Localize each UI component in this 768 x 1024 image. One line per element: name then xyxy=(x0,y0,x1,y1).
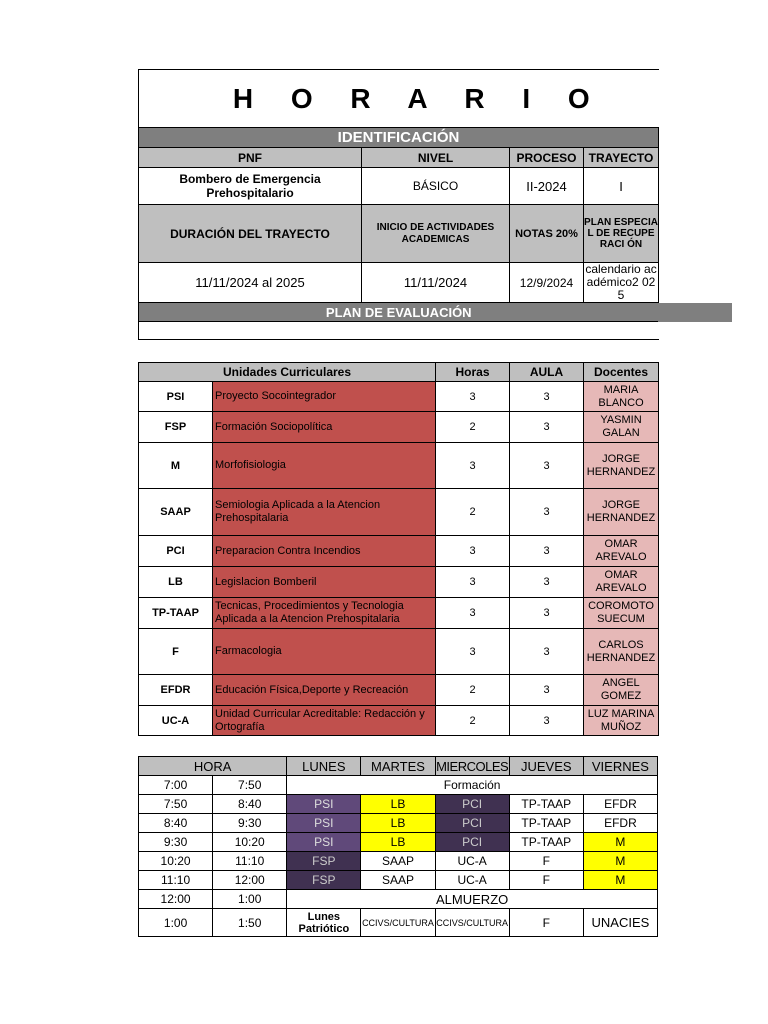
units-header-aula: AULA xyxy=(510,363,584,382)
schedule-row xyxy=(139,814,658,833)
schedule-header-hora: HORA xyxy=(139,757,287,776)
unit-aula: 3 xyxy=(510,443,584,489)
time-end: 10:20 xyxy=(213,833,287,852)
unit-name: Educación Física,Deporte y Recreación xyxy=(213,675,436,706)
unit-horas: 2 xyxy=(436,489,510,536)
schedule-row xyxy=(139,871,658,890)
unit-aula: 3 xyxy=(510,675,584,706)
class-cell: UC-A xyxy=(435,852,509,871)
class-cell: TP-TAAP xyxy=(509,795,583,814)
unit-code: FSP xyxy=(139,412,213,443)
unit-horas: 3 xyxy=(436,629,510,675)
unit-name: Legislacion Bomberil xyxy=(213,567,436,598)
header-duracion: DURACIÓN DEL TRAYECTO xyxy=(139,205,362,263)
time-start: 10:20 xyxy=(139,852,213,871)
unit-name: Morfofisiologia xyxy=(213,443,436,489)
class-cell: M xyxy=(583,871,657,890)
unit-docente: OMAR AREVALO xyxy=(584,536,659,567)
unit-code: LB xyxy=(139,567,213,598)
class-cell: PCI xyxy=(435,814,509,833)
time-end: 12:00 xyxy=(213,871,287,890)
schedule-header-jueves: JUEVES xyxy=(509,757,583,776)
unit-aula: 3 xyxy=(510,567,584,598)
unit-name: Tecnicas, Procedimientos y Tecnologia Aplicada a la Atencion Prehospitalaria xyxy=(213,598,436,629)
class-cell: PSI xyxy=(287,833,361,852)
unit-aula: 3 xyxy=(510,598,584,629)
table-row xyxy=(139,675,659,706)
unit-name: Semiologia Aplicada a la Atencion Prehospitalaria xyxy=(213,489,436,536)
schedule-header-viernes: VIERNES xyxy=(583,757,657,776)
schedule-row xyxy=(139,795,658,814)
value-trayecto: I xyxy=(584,168,659,205)
unit-aula: 3 xyxy=(510,706,584,736)
unit-docente: MARIA BLANCO xyxy=(584,382,659,412)
unit-name: Formación Sociopolítica xyxy=(213,412,436,443)
units-header-docentes: Docentes xyxy=(584,363,659,382)
unit-code: TP-TAAP xyxy=(139,598,213,629)
class-cell: PSI xyxy=(287,795,361,814)
class-cell: CCIVS/CULTURA xyxy=(435,909,509,937)
header-trayecto: TRAYECTO xyxy=(584,148,659,168)
unit-horas: 3 xyxy=(436,567,510,598)
schedule-header-lunes: LUNES xyxy=(287,757,361,776)
class-cell: LB xyxy=(361,795,435,814)
class-cell: M xyxy=(583,852,657,871)
formacion-cell: Formación xyxy=(287,776,658,795)
value-nivel: BÁSICO xyxy=(362,168,510,205)
unit-name: Unidad Curricular Acreditable: Redacción y Ortografía xyxy=(213,706,436,736)
header-nivel: NIVEL xyxy=(362,148,510,168)
class-cell: TP-TAAP xyxy=(509,833,583,852)
almuerzo-cell: ALMUERZO xyxy=(287,890,658,909)
plan-evaluacion-band: PLAN DE EVALUACIÓN xyxy=(139,303,659,322)
unit-horas: 2 xyxy=(436,412,510,443)
unit-aula: 3 xyxy=(510,489,584,536)
band-extension xyxy=(658,303,732,322)
class-cell: EFDR xyxy=(583,814,657,833)
class-cell: CCIVS/CULTURA xyxy=(361,909,435,937)
time-start: 11:10 xyxy=(139,871,213,890)
class-cell: F xyxy=(509,909,583,937)
class-cell: TP-TAAP xyxy=(509,814,583,833)
identificacion-band: IDENTIFICACIÓN xyxy=(139,128,659,148)
time-start: 1:00 xyxy=(139,909,213,937)
units-header-horas: Horas xyxy=(436,363,510,382)
unit-aula: 3 xyxy=(510,536,584,567)
class-cell: SAAP xyxy=(361,852,435,871)
unit-code: F xyxy=(139,629,213,675)
unit-name: Preparacion Contra Incendios xyxy=(213,536,436,567)
unit-name: Farmacologia xyxy=(213,629,436,675)
unit-code: UC-A xyxy=(139,706,213,736)
value-proceso: II-2024 xyxy=(510,168,584,205)
unit-docente: OMAR AREVALO xyxy=(584,567,659,598)
table-row xyxy=(139,536,659,567)
time-start: 7:50 xyxy=(139,795,213,814)
identification-table xyxy=(138,69,659,340)
unit-docente: CARLOS HERNANDEZ xyxy=(584,629,659,675)
unit-docente: YASMIN GALAN xyxy=(584,412,659,443)
unit-code: SAAP xyxy=(139,489,213,536)
time-start: 8:40 xyxy=(139,814,213,833)
unit-aula: 3 xyxy=(510,629,584,675)
header-pnf: PNF xyxy=(139,148,362,168)
class-cell: PSI xyxy=(287,814,361,833)
unit-horas: 2 xyxy=(436,706,510,736)
class-cell: FSP xyxy=(287,852,361,871)
header-proceso: PROCESO xyxy=(510,148,584,168)
page-title: H O R A R I O xyxy=(139,70,659,128)
unit-docente: LUZ MARINA MUÑOZ xyxy=(584,706,659,736)
unit-horas: 3 xyxy=(436,598,510,629)
table-row xyxy=(139,489,659,536)
time-start: 7:00 xyxy=(139,776,213,795)
header-plan-especial: PLAN ESPECIAL DE RECUPERACI ÓN xyxy=(584,205,659,263)
class-cell: PCI xyxy=(435,833,509,852)
class-cell: F xyxy=(509,871,583,890)
header-notas: NOTAS 20% xyxy=(510,205,584,263)
class-cell: PCI xyxy=(435,795,509,814)
class-cell: LB xyxy=(361,833,435,852)
time-end: 11:10 xyxy=(213,852,287,871)
unit-horas: 2 xyxy=(436,675,510,706)
class-cell: FSP xyxy=(287,871,361,890)
time-end: 9:30 xyxy=(213,814,287,833)
schedule-row xyxy=(139,890,658,909)
table-row xyxy=(139,629,659,675)
class-cell: F xyxy=(509,852,583,871)
unit-code: PSI xyxy=(139,382,213,412)
unit-aula: 3 xyxy=(510,382,584,412)
unit-code: M xyxy=(139,443,213,489)
schedule-row xyxy=(139,909,658,937)
class-cell: M xyxy=(583,833,657,852)
value-inicio: 11/11/2024 xyxy=(362,263,510,303)
schedule-row xyxy=(139,833,658,852)
table-row xyxy=(139,567,659,598)
unit-docente: JORGE HERNANDEZ xyxy=(584,489,659,536)
unit-docente: JORGE HERNANDEZ xyxy=(584,443,659,489)
class-cell: UC-A xyxy=(435,871,509,890)
value-duracion: 11/11/2024 al 2025 xyxy=(139,263,362,303)
class-cell: UNACIES xyxy=(583,909,657,937)
unit-horas: 3 xyxy=(436,536,510,567)
value-pnf: Bombero de Emergencia Prehospitalario xyxy=(139,168,362,205)
unit-docente: COROMOTO SUECUM xyxy=(584,598,659,629)
unit-name: Proyecto Socointegrador xyxy=(213,382,436,412)
time-end: 8:40 xyxy=(213,795,287,814)
value-plan-especial: calendario académico2 025 xyxy=(585,262,657,302)
value-notas: 12/9/2024 xyxy=(510,263,584,303)
table-row xyxy=(139,706,659,736)
unit-horas: 3 xyxy=(436,443,510,489)
schedule-header-martes: MARTES xyxy=(361,757,435,776)
class-cell: Lunes Patriótico xyxy=(287,909,361,937)
time-start: 9:30 xyxy=(139,833,213,852)
unit-aula: 3 xyxy=(510,412,584,443)
class-cell: SAAP xyxy=(361,871,435,890)
schedule-header-miercoles: MIERCOLES xyxy=(436,758,509,774)
table-row xyxy=(139,412,659,443)
time-start: 12:00 xyxy=(139,890,213,909)
table-row xyxy=(139,443,659,489)
unit-docente: ANGEL GOMEZ xyxy=(584,675,659,706)
unit-horas: 3 xyxy=(436,382,510,412)
header-inicio: INICIO DE ACTIVIDADES ACADEMICAS xyxy=(362,205,510,263)
units-header-unidades: Unidades Curriculares xyxy=(139,363,436,382)
unit-code: PCI xyxy=(139,536,213,567)
schedule-row xyxy=(139,776,658,795)
table-row xyxy=(139,598,659,629)
time-end: 1:00 xyxy=(213,890,287,909)
units-table xyxy=(138,362,659,736)
schedule-row xyxy=(139,852,658,871)
unit-code: EFDR xyxy=(139,675,213,706)
time-end: 1:50 xyxy=(213,909,287,937)
class-cell: EFDR xyxy=(583,795,657,814)
empty-row xyxy=(139,322,659,340)
table-row xyxy=(139,382,659,412)
schedule-table xyxy=(138,756,658,937)
class-cell: LB xyxy=(361,814,435,833)
time-end: 7:50 xyxy=(213,776,287,795)
